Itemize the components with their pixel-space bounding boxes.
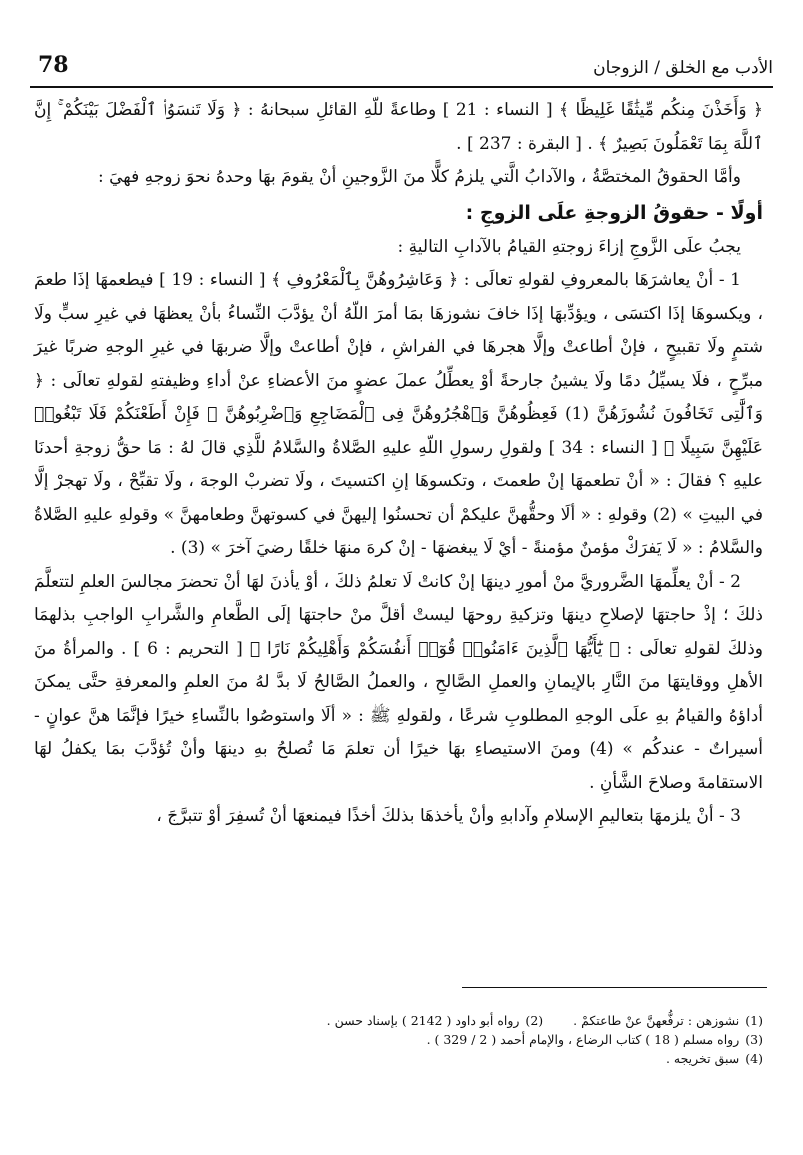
paragraph-quran-citations: ﴿ وَأَخَذْنَ مِنكُم مِّيثَٰقًا غَلِيظًا ﴾ [ النساء : 21 ] وطاعةً للّهِ القائلِ سبحانهُ : ﴿ وَلَا تَنسَوُا۟ ٱلْفَضْلَ بَيْنَكُمْ ۚ إِنَّ ٱللَّهَ بِمَا تَعْمَلُونَ بَصِيرٌ ﴾ . [ البقرة : 237 ] . — [34, 100, 763, 154]
section-heading: أولًا - حقوقُ الزوجةِ علَى الزوجِ : — [465, 201, 763, 224]
footnote-text: رواه مسلم ( 18 ) كتاب الرضاع ، والإمام أحمد ( 2 / 329 ) . — [426, 1032, 740, 1047]
page-number: 78 — [38, 52, 69, 78]
footnote-number: (4) — [745, 1051, 763, 1066]
paragraph-duties-intro: يجبُ علَى الزَّوجِ إزاءَ زوجتهِ القيامُ بالآدابِ التاليةِ : — [397, 236, 741, 257]
paragraph-duty-1: 1 - أنْ يعاشرَهَا بالمعروفِ لقولهِ تعالَى : ﴿ وَعَاشِرُوهُنَّ بِٱلْمَعْرُوفِ ﴾ [ النساء : 19 ] فيطعمهَا إذَا طعمَ ، ويكسوهَا إذَا اكتسَى ، ويؤدِّبهَا إذَا خافَ نشوزهَا بمَا أمرَ اللّهُ أنْ يؤدَّبَ النِّساءُ بأنْ يعظهَا في غيرِ سبٍّ ولَا شتمٍ ولَا تقبيحٍ ، فإنْ أطاعتْ وإلَّا هجرهَا في الفراشِ ، فإنْ أطاعتْ وإلَّا ضربهَا في غيرِ الوجهِ ضربًا غيرَ مبرِّحٍ ، فلَا يسيِّلُ دمًا ولَا يشينُ جارحةً أوْ يعطِّلُ عملَ عضوٍ منَ الأعضاءِ عنْ أداءِ وظيفتهِ لقولهِ تعالَى : ﴿ وَٱلَّٰتِى تَخَافُونَ نُشُوزَهُنَّ (1) فَعِظُوهُنَّ وَٱهْجُرُوهُنَّ فِى ٱلْمَضَاجِعِ وَٱضْرِبُوهُنَّ ۖ فَإِنْ أَطَعْنَكُمْ فَلَا تَبْغُوا۟ عَلَيْهِنَّ سَبِيلًا ﴾ [ النساء : 34 ] ولقولِ رسولِ اللّهِ عليهِ الصَّلاةُ والسَّلامُ للَّذِي قالَ لهُ : مَا حقُّ زوجةِ أحدنَا عليهِ ؟ فقالَ : « أنْ تطعمهَا إنْ طعمتَ ، وتكسوهَا إنِ اكتسيتَ ، ولَا تضربْ الوجهَ ، ولَا تقبِّحْ ، ولَا تهجرْ إلَّا في البيتِ » (2) وقولهِ : « ألَا وحقُّهنَّ عليكمْ أن تحسنُوا إليهنَّ في كسوتهنَّ وطعامهنَّ » وقولهِ عليهِ الصَّلاةُ والسَّلامُ : « لَا يَفرَكْ مؤمنٌ مؤمنةً - أيْ لَا يبغضهَا - إنْ كرهَ منهَا خلقًا رضيَ آخرَ » (3) . — [34, 270, 763, 558]
footnote-number: (3) — [745, 1032, 763, 1047]
paragraph-intro: وأمَّا الحقوقُ المختصَّةُ ، والآدابُ الَّتي يلزمُ كلًّا منَ الزَّوجينِ أنْ يقومَ بهَا وحدهُ نحوَ زوجهِ فهيَ : — [98, 167, 741, 187]
paragraph-duty-2: 2 - أنْ يعلِّمهَا الضَّروريَّ منْ أمورِ دينهَا إنْ كانتْ لَا تعلمُ ذلكَ ، أوْ يأذنَ لهَا أنْ تحضرَ مجالسَ العلمِ لتتعلَّمَ ذلكَ ؛ إذْ حاجتهَا لإصلاحِ دينهَا وتزكيةِ روحهَا ليستْ أقلَّ منْ حاجتهَا إلَى الطَّعامِ والشَّرابِ الواجبِ بذلهمَا وذلكَ لقولهِ تعالَى : ﴿ يَٰٓأَيُّهَا ٱلَّذِينَ ءَامَنُوا۟ قُوٓا۟ أَنفُسَكُمْ وَأَهْلِيكُمْ نَارًا ﴾ [ التحريم : 6 ] . والمرأةُ منَ الأهلِ ووقايتهَا منَ النَّارِ بالإيمانِ والعملِ الصَّالحِ ، والعملُ الصَّالحُ لَا بدَّ لهُ منَ العلمِ والمعرفةِ حتَّى يمكنَ أداؤهُ والقيامُ بهِ علَى الوجهِ المطلوبِ شرعًا ، ولقولهِ ﷺ : « ألَا واستوصُوا بالنِّساءِ خيرًا فإنَّمَا هنَّ عوانٍ - أسيراتٌ - عندكُم » (4) ومنَ الاستيصاءِ بهَا خيرًا أن تعلمَ مَا تُصلحُ بهِ دينهَا وأنْ تُؤدَّبَ بمَا يكفلُ لهَا الاستقامةَ وصلاحَ الشَّأنِ . — [34, 571, 764, 793]
footnote-divider — [462, 987, 767, 988]
footnote-row — [34, 1049, 763, 1068]
footnote-text: سبق تخريجه . — [665, 1051, 740, 1066]
paragraph-duty-3: 3 - أنْ يلزمهَا بتعاليمِ الإسلامِ وآدابهِ وأنْ يأخذهَا بذلكَ أخذًا فيمنعهَا أنْ تُسفِرَ أوْ تتبرَّجَ ، — [156, 806, 741, 826]
running-title: الأدب مع الخلق / الزوجان — [593, 58, 773, 78]
footnote-row — [34, 1011, 763, 1030]
footnote-number: (2) — [525, 1013, 544, 1028]
footnote-text: نشوزهن : ترفُّعهنَّ عنْ طاعتكمْ . — [573, 1013, 740, 1028]
footnote-text: رواه أبو داود ( 2142 ) بإسناد حسن . — [326, 1013, 520, 1028]
footnotes — [34, 1011, 763, 1068]
page-header — [30, 52, 773, 88]
main-text — [34, 94, 763, 834]
footnote-row — [34, 1030, 763, 1049]
footnote-number: (1) — [745, 1013, 763, 1028]
